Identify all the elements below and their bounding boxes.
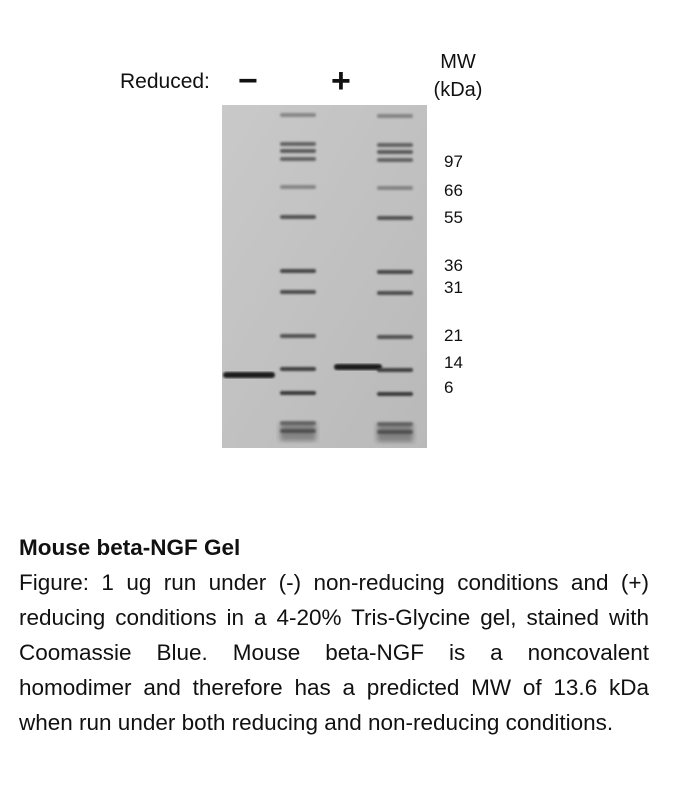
ladder-band: [280, 391, 316, 395]
marker-label-66: 66: [444, 181, 463, 200]
sample-band-reduced: [334, 364, 382, 370]
ladder-band: [377, 186, 413, 190]
ladder-band: [377, 270, 413, 274]
mw-unit-label: (kDa): [433, 79, 483, 101]
gel-background: [222, 105, 427, 448]
ladder-band: [377, 114, 413, 118]
ladder-band: [377, 392, 413, 396]
marker-label-55: 55: [444, 208, 463, 227]
ladder-band: [280, 367, 316, 371]
plus-sign: +: [331, 62, 351, 100]
marker-label-6: 6: [444, 378, 454, 397]
ladder-band: [377, 291, 413, 295]
ladder-band: [377, 158, 413, 162]
ladder-band: [280, 185, 316, 189]
caption-title: Mouse beta-NGF Gel: [19, 535, 241, 560]
ladder-band: [280, 113, 316, 117]
ladder-band: [280, 290, 316, 294]
sample-band-non-reduced: [223, 372, 275, 378]
ladder-band: [280, 215, 316, 219]
ladder-band: [280, 157, 316, 161]
ladder-band: [280, 334, 316, 338]
ladder-band: [377, 143, 413, 147]
caption-body: Figure: 1 ug run under (-) non-reducing conditions and (+) reducing conditions in a 4-20% Tris-Glycine gel, stained with Coomassie Blue. Mouse beta-NGF is a noncovalent homodimer and therefore has a predicted MW of 13.6 kDa when run under both reducing and non-reducing conditions.: [19, 570, 649, 735]
reduced-label: Reduced:: [120, 70, 210, 93]
marker-label-97: 97: [444, 152, 463, 171]
ladder-band: [280, 149, 316, 153]
mw-label: MW: [440, 51, 476, 73]
sample-lane-non-reduced: [223, 372, 275, 378]
ladder-band: [377, 150, 413, 154]
marker-label-31: 31: [444, 278, 463, 297]
ladder-band: [280, 142, 316, 146]
marker-label-21: 21: [444, 326, 463, 345]
ladder-band: [280, 269, 316, 273]
minus-sign: −: [238, 62, 258, 100]
gel-image: [222, 105, 427, 448]
marker-label-36: 36: [444, 256, 463, 275]
ladder-band: [377, 335, 413, 339]
caption: [19, 530, 649, 740]
ladder-band: [377, 368, 413, 372]
ladder-band: [377, 216, 413, 220]
sample-lane-reduced: [334, 364, 382, 370]
ladder-smear: [377, 424, 413, 442]
mw-header: [432, 48, 484, 104]
ladder-smear: [280, 423, 316, 441]
marker-label-14: 14: [444, 353, 463, 372]
